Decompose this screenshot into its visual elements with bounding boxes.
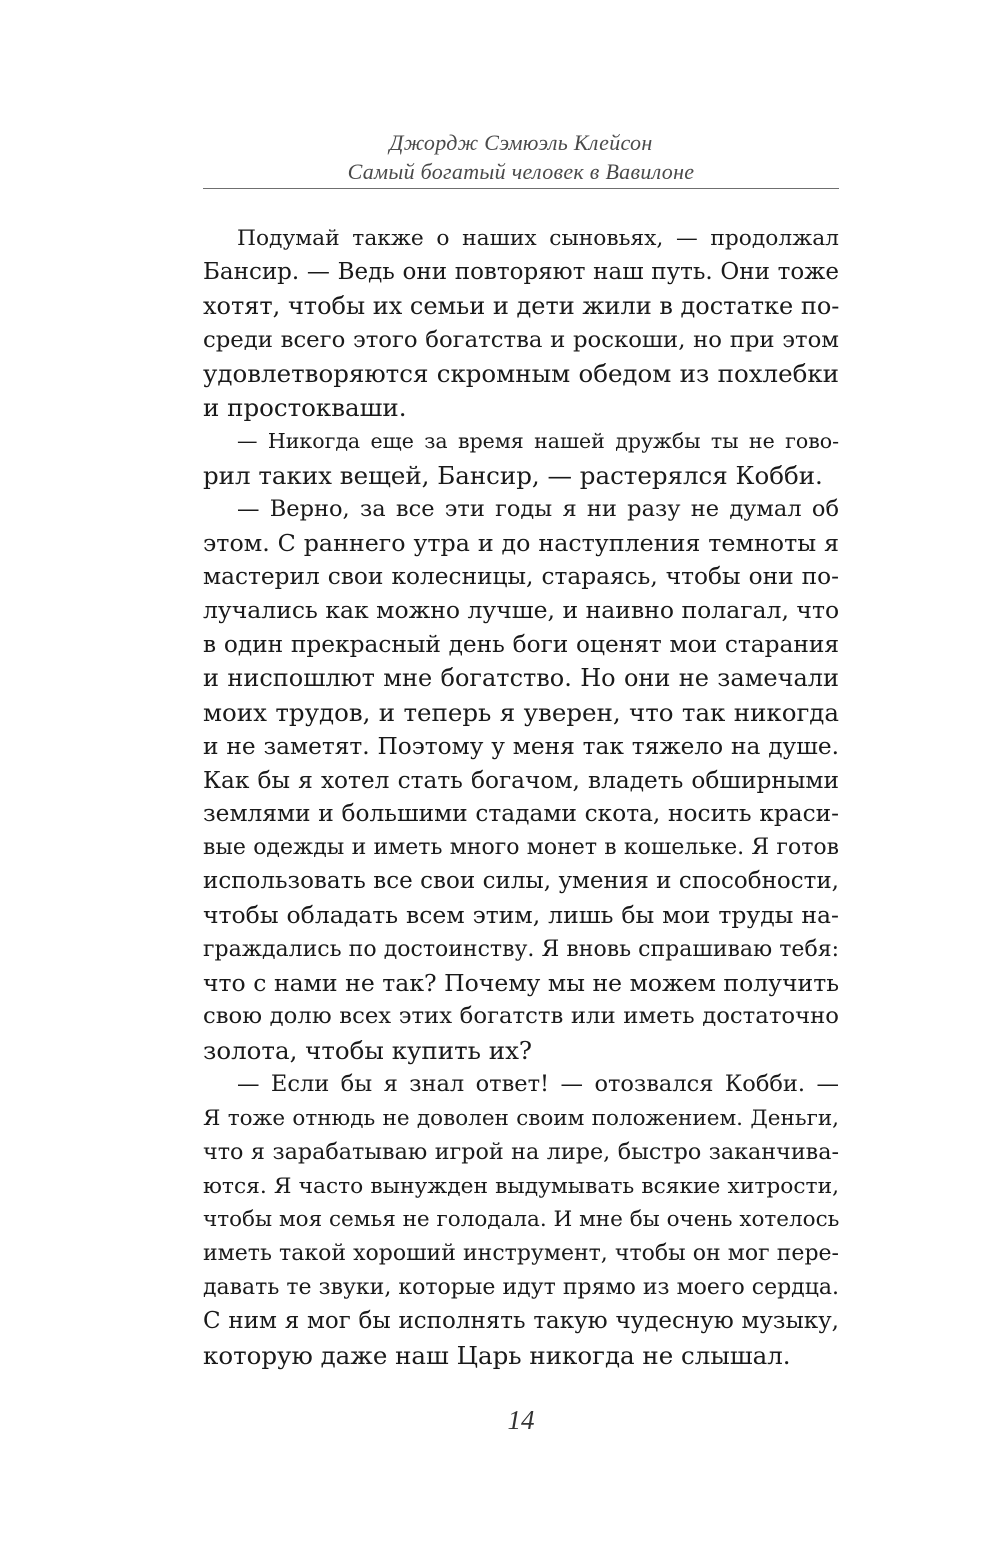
text-line: давать те звуки, которые идут прямо из моего сердца.: [203, 1275, 839, 1301]
text-line: чтобы моя семья не голодала. И мне бы очень хотелось: [203, 1207, 840, 1233]
text-line: ются. Я часто вынужден выдумывать всякие хитрости,: [203, 1173, 839, 1199]
header-author: Джордж Сэмюэль Клейсон: [389, 130, 653, 155]
text-line: и простокваши.: [203, 393, 407, 423]
text-line: иметь такой хороший инструмент, чтобы он мог пере-: [203, 1241, 839, 1267]
text-line: которую даже наш Царь никогда не слышал.: [203, 1340, 791, 1370]
header-book-title: Самый богатый человек в Вавилоне: [347, 159, 695, 184]
text-line: золота, чтобы купить их?: [203, 1036, 533, 1066]
text-line: в один прекрасный день боги оценят мои старания: [203, 631, 839, 659]
text-line: моих трудов, и теперь я уверен, что так никогда: [203, 697, 839, 727]
text-line: — Верно, за все эти годы я ни разу не думал об: [237, 495, 839, 522]
text-line: и не заметят. Поэтому у меня так тяжело на душе.: [203, 732, 839, 760]
text-line: и ниспошлют мне богатство. Но они не замечали: [203, 663, 839, 692]
text-line: — Если бы я знал ответ! — отозвался Кобби. —: [237, 1071, 839, 1098]
body-text: [203, 222, 839, 1373]
text-line: этом. С раннего утра и до наступления темноты я: [203, 528, 839, 557]
text-line: землями и большими стадами скота, носить краси-: [203, 800, 839, 828]
text-line: чтобы обладать всем этим, лишь бы мои труды на-: [203, 900, 839, 929]
text-line: С ним я мог бы исполнять такую чудесную музыку,: [203, 1308, 839, 1334]
text-line: что с нами не так? Почему мы не можем получить: [203, 968, 839, 997]
text-line: вые одежды и иметь много монет в кошельке. Я готов: [203, 835, 839, 861]
text-line: использовать все свои силы, умения и способности,: [203, 868, 839, 895]
header-divider: [203, 188, 839, 189]
page-number: 14: [507, 1405, 535, 1435]
text-line: мастерил свои колесницы, стараясь, чтобы они по-: [203, 563, 839, 591]
text-line: Подумай также о наших сыновьях, — продолжал: [237, 226, 839, 251]
text-line: хотят, чтобы их семьи и дети жили в достатке по-: [203, 291, 840, 320]
text-line: Я тоже отнюдь не доволен своим положением. Деньги,: [203, 1105, 839, 1131]
text-line: Бансир. — Ведь они повторяют наш путь. Они тоже: [203, 258, 839, 285]
text-line: лучались как можно лучше, и наивно полагал, что: [203, 596, 840, 625]
text-line: граждались по достоинству. Я вновь спрашиваю тебя:: [203, 936, 839, 962]
text-line: среди всего этого богатства и роскоши, но при этом: [203, 326, 839, 353]
text-line: — Никогда еще за время нашей дружбы ты не гово-: [237, 429, 839, 454]
text-line: удовлетворяются скромным обедом из похлебки: [203, 359, 839, 389]
text-line: рил таких вещей, Бансир, — растерялся Кобби.: [203, 460, 823, 490]
text-line: Как бы я хотел стать богачом, владеть обширными: [203, 766, 839, 794]
running-header: [203, 128, 839, 186]
text-line: что я зарабатываю игрой на лире, быстро заканчива-: [203, 1138, 839, 1165]
text-line: свою долю всех этих богатств или иметь достаточно: [203, 1003, 839, 1030]
